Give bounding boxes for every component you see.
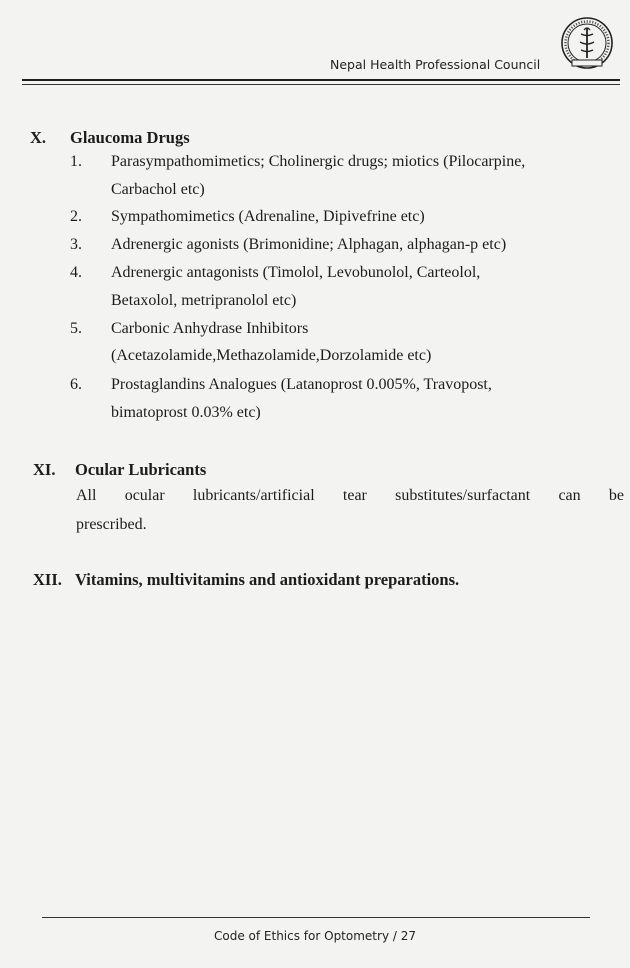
section-title: Ocular Lubricants [75,460,207,479]
paragraph-line: All ocular lubricants/artificial tear substitutes/surfactant can be [76,487,624,504]
council-seal-icon [560,16,614,70]
list-item-text: Betaxolol, metripranolol etc) [111,292,297,309]
header-rule-thin [22,84,620,85]
list-item-text: Adrenergic agonists (Brimonidine; Alphagan, alphagan-p etc) [111,236,507,253]
list-item-number: 1. [70,153,82,170]
section-number: XI. [33,460,56,479]
list-item-text: Carbonic Anhydrase Inhibitors [111,320,309,337]
footer-text: Code of Ethics for Optometry / 27 [214,929,416,943]
list-item-number: 5. [70,320,82,337]
list-item-number: 3. [70,236,82,253]
list-item-text: Adrenergic antagonists (Timolol, Levobunolol, Carteolol, [111,264,481,281]
section-number: X. [30,128,47,147]
list-item-text: (Acetazolamide,Methazolamide,Dorzolamide etc) [111,347,432,364]
list-item-text: Prostaglandins Analogues (Latanoprost 0.005%, Travopost, [111,376,492,393]
section-number: XII. [33,570,62,589]
footer-rule [42,917,590,918]
section-title: Glaucoma Drugs [70,128,190,147]
header-rule [22,79,620,81]
paragraph-line: prescribed. [76,516,147,533]
list-item-text: bimatoprost 0.03% etc) [111,404,261,421]
list-item-number: 6. [70,376,82,393]
list-item-text: Carbachol etc) [111,181,205,198]
list-item-number: 2. [70,208,82,225]
list-item-text: Sympathomimetics (Adrenaline, Dipivefrine etc) [111,208,425,225]
list-item-number: 4. [70,264,82,281]
header-organization: Nepal Health Professional Council [330,57,541,72]
list-item-text: Parasympathomimetics; Cholinergic drugs; miotics (Pilocarpine, [111,153,526,170]
section-title: Vitamins, multivitamins and antioxidant preparations. [75,570,460,589]
